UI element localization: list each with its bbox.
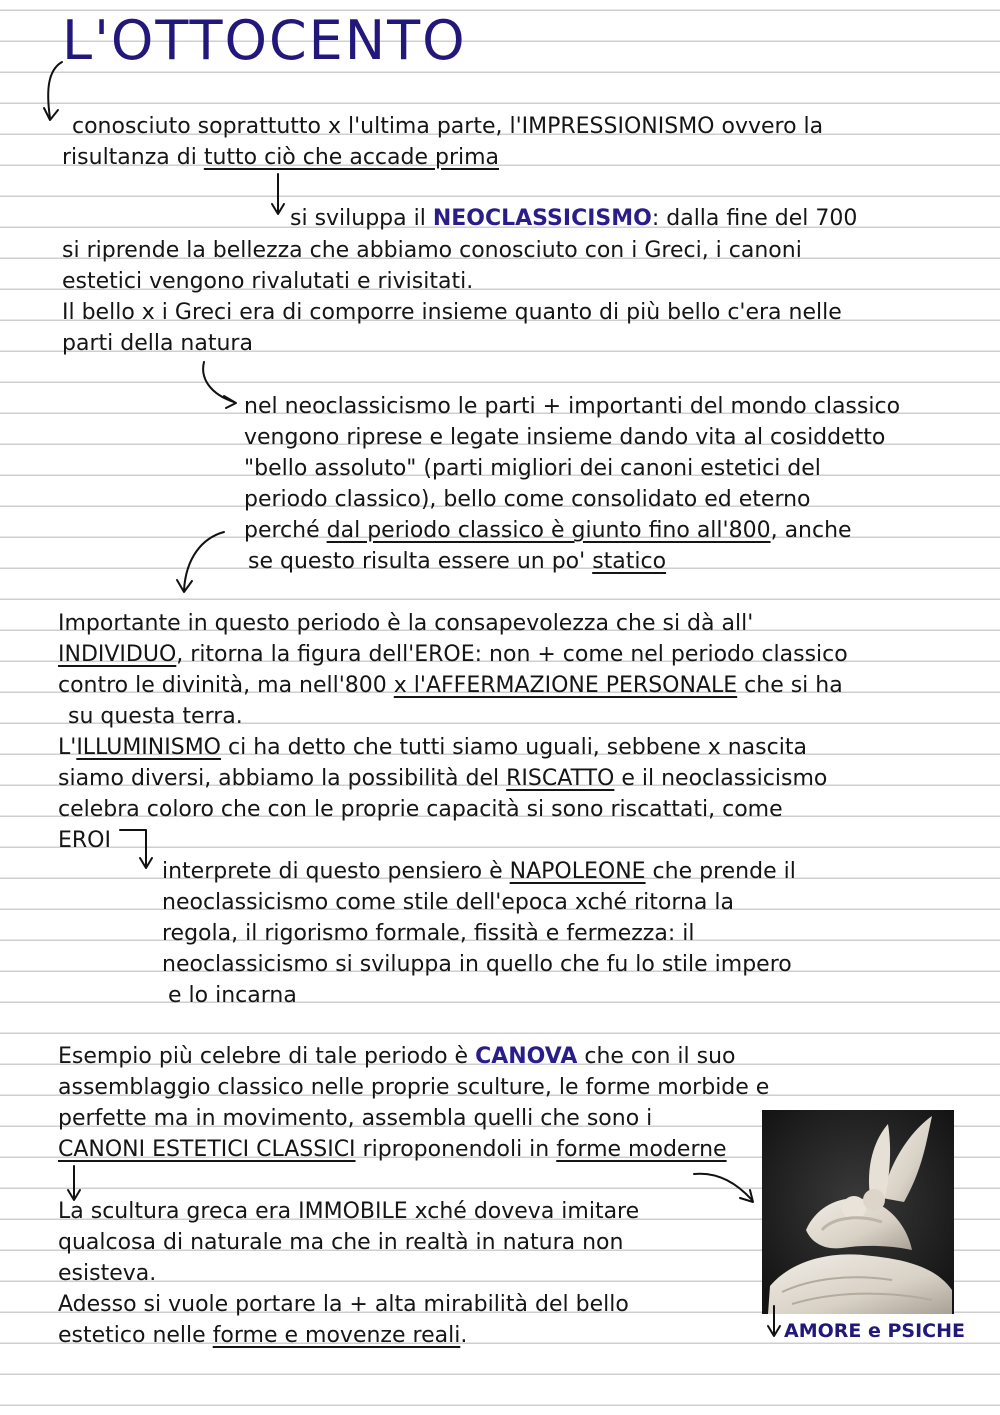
forme-moderne-underlined: forme moderne [556,1137,727,1162]
canova-line-3: perfette ma in movimento, assembla quelli che sono i [58,1106,653,1131]
individuo-line-5 [58,732,807,763]
intro-line-2 [62,142,499,173]
canova-line-5: La scultura greca era IMMOBILE xché doveva imitare [58,1199,640,1224]
statico-underlined: statico [592,549,667,574]
napoleone-line-1 [162,856,796,887]
page-title: L'OTTOCENTO [62,9,467,72]
canova-line-1-tail: che con il suo [577,1044,736,1069]
individuo-line-3 [58,670,843,701]
neo-line-2: si riprende la bellezza che abbiamo conosciuto con i Greci, i canoni [62,238,802,263]
bello-line-5-text: perché [244,518,327,543]
canova-line-4 [58,1134,727,1165]
intro-line-1: conosciuto soprattutto x l'ultima parte, l'IMPRESSIONISMO ovvero la [72,114,824,139]
figure-caption: AMORE e PSICHE [784,1320,965,1342]
neo-line-1-tail: : dalla fine del 700 [651,206,858,231]
neoclassicismo-keyword: NEOCLASSICISMO [432,206,652,231]
individuo-line-4: su questa terra. [68,704,243,729]
bello-line-5 [244,515,852,546]
napoleone-line-3: regola, il rigorismo formale, fissità e fermezza: il [162,921,695,946]
bello-line-6-text: se questo risulta essere un po' [248,549,593,574]
bello-line-1: nel neoclassicismo le parti + importanti del mondo classico [244,394,901,419]
individuo-line-2-text: , ritorna la figura dell'EROE: non + come nel periodo classico [176,642,848,667]
bello-line-5-tail: , anche [770,518,852,543]
canoni-underlined: CANONI ESTETICI CLASSICI [58,1137,356,1162]
individuo-line-5-tail: ci ha detto che tutti siamo uguali, sebbene x nascita [221,735,807,760]
napoleone-underlined: NAPOLEONE [509,859,646,884]
canova-line-8: Adesso si vuole portare la + alta mirabilità del bello [58,1292,629,1317]
bello-line-3: "bello assoluto" (parti migliori dei canoni estetici del [244,456,821,481]
neo-line-1 [290,203,857,234]
neo-line-5: parti della natura [62,331,253,356]
napoleone-line-5: e lo incarna [168,983,297,1008]
napoleone-line-4: neoclassicismo si sviluppa in quello che fu lo stile impero [162,952,792,977]
canova-line-4-text: riproponendoli in [355,1137,557,1162]
napoleone-line-1-text: interprete di questo pensiero è [162,859,510,884]
individuo-line-6-tail: e il neoclassicismo [614,766,828,791]
individuo-line-5-text: L' [58,735,77,760]
arrow-down-icon [766,1304,784,1340]
individuo-line-8: EROI [58,828,111,853]
bello-line-4: periodo classico), bello come consolidato ed eterno [244,487,811,512]
canova-line-1-text: Esempio più celebre di tale periodo è [58,1044,476,1069]
intro-line-2-text: risultanza di [62,145,204,170]
bello-line-2: vengono riprese e legate insieme dando vita al cosiddetto [244,425,886,450]
neo-line-1-text: si sviluppa il [290,206,433,231]
individuo-keyword: INDIVIDUO [58,642,177,667]
canova-line-6: qualcosa di naturale ma che in realtà in natura non [58,1230,624,1255]
individuo-line-3-tail: che si ha [737,673,843,698]
affermazione-underlined: x l'AFFERMAZIONE PERSONALE [393,673,738,698]
arrow-down-icon [270,172,290,220]
individuo-line-6-text: siamo diversi, abbiamo la possibilità del [58,766,507,791]
canova-line-9-text: estetico nelle [58,1323,213,1348]
napoleone-line-1-tail: che prende il [645,859,796,884]
individuo-line-7: celebra coloro che con le proprie capacità si sono riscattati, come [58,797,783,822]
forme-movenze-underlined: forme e movenze reali [212,1323,461,1348]
canova-line-9 [58,1320,467,1351]
canova-keyword: CANOVA [475,1044,578,1069]
riscatto-underlined: RISCATTO [506,766,615,791]
bello-line-6 [248,546,666,577]
individuo-line-1: Importante in questo periodo è la consapevolezza che si dà all' [58,611,754,636]
canova-line-7: esisteva. [58,1261,157,1286]
individuo-line-2 [58,639,848,670]
neo-line-3: estetici vengono rivalutati e rivisitati. [62,269,474,294]
canova-line-9-tail: . [460,1323,468,1348]
illuminismo-underlined: ILLUMINISMO [76,735,221,760]
bello-underlined: dal periodo classico è giunto fino all'800 [326,518,771,543]
intro-underlined: tutto ciò che accade prima [203,145,500,170]
individuo-line-6 [58,763,827,794]
canova-line-1 [58,1041,736,1072]
canova-line-2: assemblaggio classico nelle proprie sculture, le forme morbide e [58,1075,770,1100]
amore-e-psiche-sculpture-image [762,1110,954,1314]
bent-arrow-icon [118,826,166,874]
curved-arrow-icon [690,1168,760,1210]
curved-arrow-icon [172,528,232,598]
napoleone-line-2: neoclassicismo come stile dell'epoca xché ritorna la [162,890,734,915]
curved-arrow-icon [198,360,242,408]
neo-line-4: Il bello x i Greci era di comporre insieme quanto di più bello c'era nelle [62,300,842,325]
individuo-line-3-text: contro le divinità, ma nell'800 [58,673,394,698]
